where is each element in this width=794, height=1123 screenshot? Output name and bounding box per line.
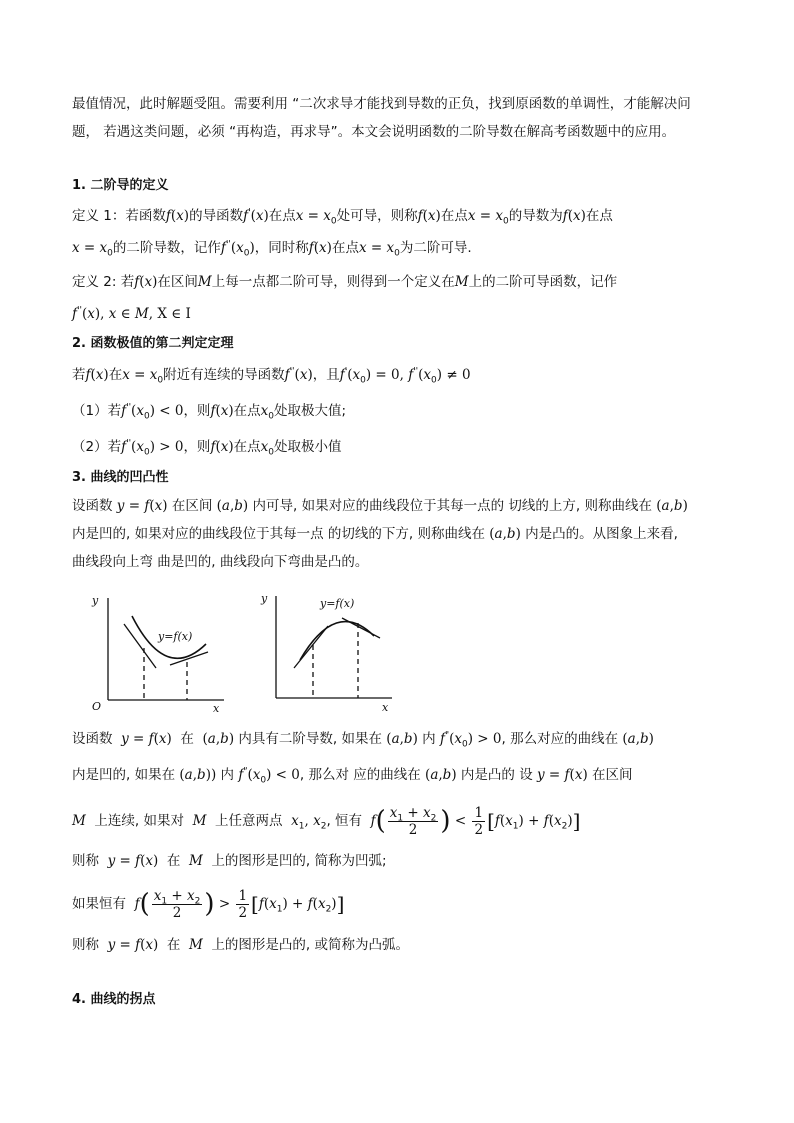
concave-arc-conclusion: 则称 y = f(x) 在 M 上的图形是凹的, 简称为凹弧; xyxy=(72,853,387,869)
definition-2-line-1: 定义 2: 若f(x)在区间M上每一点都二阶可导，则得到一个定义在M上的二阶可导函数，记作 xyxy=(72,274,618,290)
convex-curve xyxy=(300,622,374,660)
x-axis-label: x xyxy=(382,701,389,712)
concavity-criterion-line-1: 设函数 y = f(x) 在 (a,b) 内具有二阶导数, 如果在 (a,b) 内 $f^"(x_0) > 0$, 那么对应的曲线在 (a,b) xyxy=(72,730,654,750)
definition-2-line-2: f''(x), x ∈ M, X ∈ I xyxy=(72,305,191,322)
concavity-criterion-line-3: M 上连续, 如果对 M 上任意两点 $x_1$, $x_2$, 恒有 f( $\frac{x_1 + x_2}{2}$ ) < $\frac{1}{2}$ $[f(x_1) + f(x_2)]$ xyxy=(72,804,581,838)
intro-line-2: 题， 若遇这类问题，必须 “再构造，再求导”。本文会说明函数的二阶导数在解高考函数题中的应用。 xyxy=(72,124,676,140)
convex-arc-conclusion: 则称 y = f(x) 在 M 上的图形是凸的, 或简称为凸弧。 xyxy=(72,937,410,953)
y-axis-label: y xyxy=(92,594,99,607)
section-1-title: 1. 二阶导的定义 xyxy=(72,178,169,193)
convexity-paragraph-line-2: 内是凹的, 如果对应的曲线段位于其每一点 的切线的下方, 则称曲线在 (a,b) 内是凸的。从图象上来看, xyxy=(72,526,678,542)
convexity-paragraph-line-3: 曲线段向上弯 曲是凹的, 曲线段向下弯曲是凸的。 xyxy=(72,554,369,570)
curve-label: y=f(x) xyxy=(320,597,355,610)
section-4-title: 4. 曲线的拐点 xyxy=(72,992,156,1007)
intro-line-1: 最值情况，此时解题受阻。需要利用 “二次求导才能找到导数的正负，找到原函数的单调性，才能解决问 xyxy=(72,96,691,112)
origin-label: O xyxy=(92,700,102,712)
second-test-case-1: （1）若$f''(x_0) < 0$，则f(x)在点$x_0$处取极大值; xyxy=(72,402,347,422)
definition-1-line-2: $x = x_0$的二阶导数，记作$f''(x_0)$，同时称f(x)在点$x = x_0$为二阶可导. xyxy=(72,239,472,259)
second-test-statement: 若f(x)在$x = x_0$附近有连续的导函数f''(x)，且$f'(x_0) = 0$, $f''(x_0) \ne 0$ xyxy=(72,366,471,386)
concave-curve-figure xyxy=(86,588,236,712)
convex-condition: 如果恒有 f( $\frac{x_1 + x_2}{2}$ ) > $\frac{1}{2}$ $[f(x_1) + f(x_2)]$ xyxy=(72,887,345,921)
tangent-line-2 xyxy=(342,618,380,638)
curve-label: y=f(x) xyxy=(158,630,193,643)
definition-1-line-1: 定义 1：若函数f(x)的导函数f'(x)在点$x = x_0$处可导，则称f(x)在点$x = x_0$的导数为f(x)在点 xyxy=(72,207,613,227)
concavity-criterion-line-2: 内是凹的, 如果在 (a,b)) 内 $f^"(x_0) < 0$, 那么对 应的曲线在 (a,b) 内是凸的 设 y = f(x) 在区间 xyxy=(72,766,633,786)
convexity-paragraph-line-1: 设函数 y = f(x) 在区间 (a,b) 内可导, 如果对应的曲线段位于其每一点的 切线的上方, 则称曲线在 (a,b) xyxy=(72,498,688,514)
section-3-title: 3. 曲线的凹凸性 xyxy=(72,470,169,485)
tangent-line-1 xyxy=(294,626,328,668)
y-axis-label: y xyxy=(261,592,268,605)
section-2-title: 2. 函数极值的第二判定定理 xyxy=(72,336,234,351)
second-test-case-2: （2）若$f''(x_0) > 0$，则f(x)在点$x_0$处取极小值 xyxy=(72,438,342,458)
x-axis-label: x xyxy=(213,702,220,712)
convex-curve-figure xyxy=(256,588,406,712)
